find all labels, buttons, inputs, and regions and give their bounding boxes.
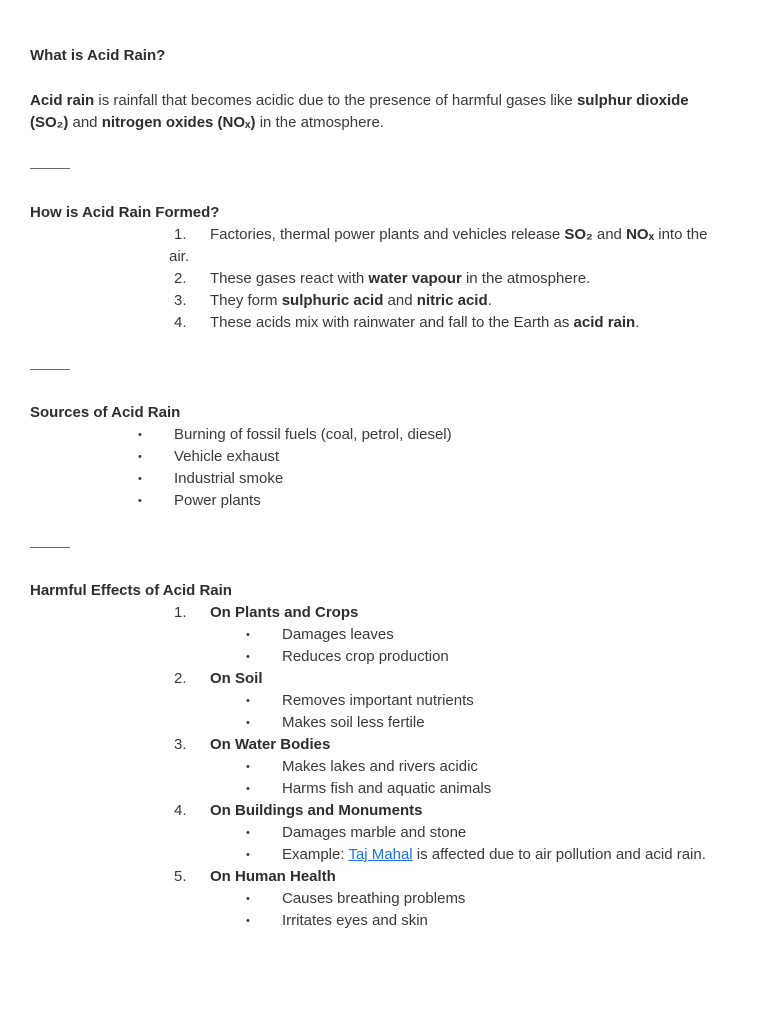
effect-title: On Soil [210, 670, 263, 687]
bullet-icon: • [246, 651, 250, 663]
effect-number: 2. [174, 670, 187, 687]
effect-group [30, 602, 730, 668]
bullet-icon: • [246, 717, 250, 729]
section-sources [30, 402, 730, 512]
list-item [30, 312, 730, 334]
effect-group [30, 668, 730, 734]
step-text: . [487, 292, 492, 309]
bullet-icon: • [138, 473, 142, 485]
step-text: They form [210, 292, 282, 309]
section-formation [30, 202, 730, 334]
gas-nitrogen-oxides: nitrogen oxides (NOₓ) [101, 114, 256, 131]
divider-3 [30, 547, 70, 548]
effect-text: Damages leaves [282, 626, 394, 643]
list-item [210, 646, 730, 668]
effect-text: Reduces crop production [282, 648, 449, 665]
effect-text: Removes important nutrients [282, 692, 474, 709]
example-suffix: is affected due to air pollution and acid rain. [412, 846, 706, 863]
bullet-icon: • [138, 495, 142, 507]
divider-1 [30, 168, 70, 169]
bullet-icon: • [246, 893, 250, 905]
list-item [210, 712, 730, 734]
effect-text: Irritates eyes and skin [282, 912, 428, 929]
step-text: These acids mix with rainwater and fall to the Earth as [210, 314, 574, 331]
effect-text: Damages marble and stone [282, 824, 467, 841]
list-item [30, 490, 730, 512]
term-acid-rain: Acid rain [30, 92, 95, 109]
effect-text: Causes breathing problems [282, 890, 466, 907]
effect-group [30, 866, 730, 932]
effect-title: On Human Health [210, 868, 336, 885]
effect-text: Makes soil less fertile [282, 714, 425, 731]
step-text: and [592, 226, 627, 243]
source-text: Vehicle exhaust [174, 448, 280, 465]
step-bold: acid rain [573, 314, 636, 331]
step-bold: water vapour [368, 270, 462, 287]
document [30, 45, 730, 929]
taj-mahal-link[interactable]: Taj Mahal [348, 846, 413, 863]
example-prefix: Example: [282, 846, 349, 863]
list-item [30, 224, 730, 268]
intro-text-3: in the atmosphere. [255, 114, 384, 131]
source-text: Industrial smoke [174, 470, 284, 487]
list-item [210, 690, 730, 712]
list-item [210, 822, 730, 844]
bullet-icon: • [246, 915, 250, 927]
effect-items [210, 756, 730, 800]
list-item [30, 424, 730, 446]
step-number: 3. [174, 292, 187, 309]
gas-sulphur-dioxide: sulphur dioxide (SO₂) [30, 92, 689, 131]
sources-list [30, 424, 730, 512]
effect-group [30, 800, 730, 866]
bullet-icon: • [246, 827, 250, 839]
effect-title: On Water Bodies [210, 736, 331, 753]
heading-what-is-acid-rain: What is Acid Rain? [30, 47, 166, 64]
bullet-icon: • [138, 451, 142, 463]
step-bold: SO₂ [564, 226, 593, 243]
intro-paragraph [30, 90, 730, 134]
step-text: and [383, 292, 417, 309]
intro-text-1: is rainfall that becomes acidic due to the presence of harmful gases like [94, 92, 577, 109]
effect-items [210, 822, 730, 866]
list-item [210, 844, 730, 866]
formation-steps [30, 224, 730, 334]
source-text: Burning of fossil fuels (coal, petrol, diesel) [174, 426, 452, 443]
heading-effects: Harmful Effects of Acid Rain [30, 582, 232, 599]
step-text: Factories, thermal power plants and vehicles release [210, 226, 565, 243]
list-item [210, 910, 730, 932]
effect-items [210, 690, 730, 734]
list-item [210, 888, 730, 910]
effects-list [30, 602, 730, 932]
effect-items [210, 624, 730, 668]
bullet-icon: • [246, 849, 250, 861]
bullet-icon: • [138, 429, 142, 441]
divider-2 [30, 369, 70, 370]
bullet-icon: • [246, 695, 250, 707]
step-text: into the air. [169, 226, 708, 265]
effect-items [210, 888, 730, 932]
step-text: in the atmosphere. [461, 270, 591, 287]
bullet-icon: • [246, 783, 250, 795]
effect-number: 3. [174, 736, 187, 753]
step-bold: nitric acid [416, 292, 488, 309]
list-item [210, 624, 730, 646]
effect-text: Makes lakes and rivers acidic [282, 758, 478, 775]
effect-title: On Plants and Crops [210, 604, 359, 621]
section-effects [30, 580, 730, 932]
bullet-icon: • [246, 629, 250, 641]
source-text: Power plants [174, 492, 261, 509]
heading-sources: Sources of Acid Rain [30, 404, 181, 421]
list-item [30, 446, 730, 468]
effect-number: 1. [174, 604, 187, 621]
bullet-icon: • [246, 761, 250, 773]
list-item [30, 268, 730, 290]
list-item [210, 778, 730, 800]
effect-number: 4. [174, 802, 187, 819]
step-number: 2. [174, 270, 187, 287]
heading-how-formed: How is Acid Rain Formed? [30, 204, 220, 221]
step-text: These gases react with [210, 270, 369, 287]
step-number: 4. [174, 314, 187, 331]
effect-text: Harms fish and aquatic animals [282, 780, 492, 797]
effect-title: On Buildings and Monuments [210, 802, 423, 819]
effect-group [30, 734, 730, 800]
list-item [30, 290, 730, 312]
intro-text-2: and [68, 114, 102, 131]
list-item [210, 756, 730, 778]
step-bold: sulphuric acid [281, 292, 384, 309]
effect-number: 5. [174, 868, 187, 885]
step-number: 1. [174, 226, 187, 243]
step-text: . [635, 314, 640, 331]
list-item [30, 468, 730, 490]
step-bold: NOₓ [626, 226, 655, 243]
